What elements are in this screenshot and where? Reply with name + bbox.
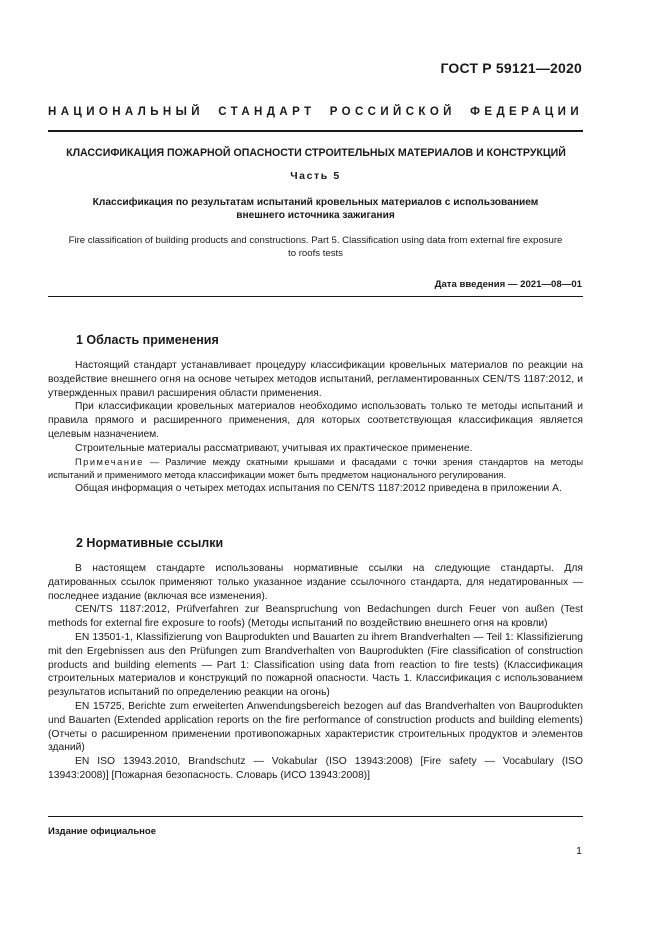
paragraph: При классификации кровельных материалов необходимо использовать только те методы испытаний и правила прямого и расширенного применения, для которых соответствующая классификация является целевым назначением.: [48, 401, 583, 440]
header-divider: [48, 130, 583, 132]
paragraph: Строительные материалы рассматривают, учитывая их практическое применение.: [75, 442, 473, 454]
paragraph: В настоящем стандарте использованы нормативные ссылки на следующие стандарты. Для датированных ссылок применяют только указанное издание ссылочного стандарта, для недатированных — последнее издание (включая все изменения).: [48, 563, 583, 602]
reference-item: EN 15725, Berichte zum erweiterten Anwendungsbereich bezogen auf das Brandverhalten von Bauprodukten und Bauarten (Extended application reports on the fire performance of construction products and building elements) (Отчеты о расширенном применении противопожарных характеристик строительных продуктов и элементов зданий): [48, 700, 583, 754]
page-number: 1: [576, 845, 582, 857]
note-text: — Различие между скатными крышами и фасадами с точки зрения стандартов на методы испытаний и применимого метода классификации может быть предметом национального регулирования.: [48, 456, 583, 480]
introduction-date: Дата введения — 2021—08—01: [434, 279, 582, 290]
edition-label: Издание официальное: [48, 826, 156, 837]
section-2-heading: 2 Нормативные ссылки: [76, 536, 224, 550]
note-label: Примечание: [75, 456, 144, 467]
note: [48, 456, 583, 482]
section-1-body: [48, 359, 583, 495]
reference-item: CEN/TS 1187:2012, Prüfverfahren zur Beanspruchung von Bedachungen durch Feuer von außen (Test methods for external fire exposure to roofs) (Методы испытаний по воздействию внешнего огня на кровли): [48, 604, 583, 630]
main-title: КЛАССИФИКАЦИЯ ПОЖАРНОЙ ОПАСНОСТИ СТРОИТЕЛЬНЫХ МАТЕРИАЛОВ И КОНСТРУКЦИЙ: [66, 147, 566, 159]
english-title-line-1: Fire classification of building products and constructions. Part 5. Classification using data from external fire exposure: [68, 235, 563, 246]
paragraph: Общая информация о четырех методах испытания по CEN/TS 1187:2012 приведена в приложении А.: [75, 482, 562, 494]
subtitle: [60, 196, 571, 222]
reference-item: EN 13501-1, Klassifizierung von Bauprodukten und Bauarten zu ihrem Brandverhalten — Teil 1: Klassifizierung mit den Ergebnissen aus den Prüfungen zum Brandverhalten von Bauprodukten (Fire classification of construction products and building elements — Part 1: Classification using data from reaction to fire tests) (Классификация строительных материалов и конструкций по пожарной опасности. Часть 1. Классификация с использованием результатов испытаний по определению реакции на огонь): [48, 631, 583, 699]
section-1-heading: 1 Область применения: [76, 333, 219, 347]
paragraph: Настоящий стандарт устанавливает процедуру классификации кровельных материалов по реакции на воздействие внешнего огня на основе четырех методов испытаний, регламентированных CEN/TS 1187:2012, и утвержденных правил расширения области применения.: [48, 360, 583, 399]
document-number: ГОСТ Р 59121—2020: [440, 60, 582, 76]
reference-item: EN ISO 13943.2010, Brandschutz — Vokabular (ISO 13943:2008) [Fire safety — Vocabulary (ISO 13943:2008)] [Пожарная безопасность. Словарь (ИСО 13943:2008)]: [48, 756, 583, 781]
title-divider: [48, 296, 583, 297]
standard-title: НАЦИОНАЛЬНЫЙ СТАНДАРТ РОССИЙСКОЙ ФЕДЕРАЦИИ: [48, 106, 583, 118]
english-title-line-2: to roofs tests: [288, 248, 343, 259]
section-2-body: [48, 562, 583, 783]
part-label: Часть 5: [290, 170, 341, 182]
subtitle-line-1: Классификация по результатам испытаний кровельных материалов с использованием: [92, 197, 539, 208]
subtitle-line-2: внешнего источника зажигания: [236, 210, 395, 221]
english-title: [48, 234, 583, 260]
footer-divider: [48, 816, 583, 817]
